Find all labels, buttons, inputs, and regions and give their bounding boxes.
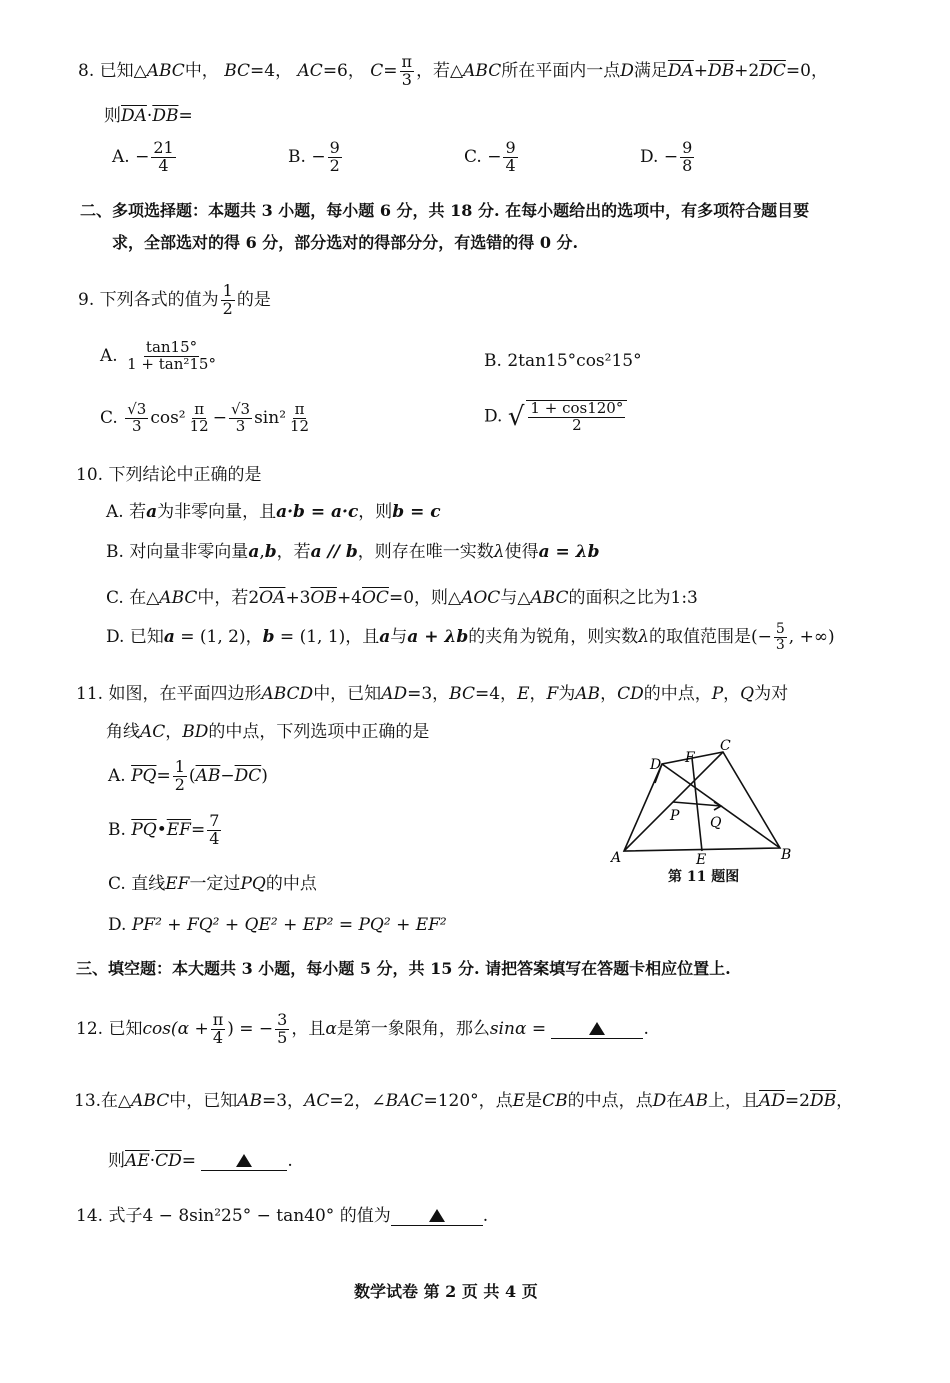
- q8-pi-over-3: [400, 54, 415, 89]
- q13-ab: AB: [237, 1091, 262, 1111]
- q10-vec: a: [379, 627, 391, 647]
- q10-ratio: 1:3: [670, 588, 698, 608]
- q13-cb: CB: [542, 1091, 568, 1111]
- q13-abc: ABC: [131, 1091, 170, 1111]
- q11-value: =4，: [475, 684, 518, 704]
- q10-vec-oa: $\overline{OA}$: [259, 588, 286, 608]
- q10-vec: b: [264, 542, 277, 562]
- q8-abc: ABC: [463, 60, 502, 81]
- option-label: C.: [108, 874, 126, 894]
- q11-text: ，: [723, 684, 741, 704]
- q10-text: 的面积之比为: [568, 588, 671, 608]
- q8-text: 满足: [633, 60, 668, 81]
- q11-text: 为对: [754, 684, 789, 704]
- q8-eq: =: [383, 60, 398, 81]
- q11-text: 如图，在平面四边形: [108, 684, 262, 704]
- q11-ad: AD: [381, 684, 408, 704]
- q13-stem-line1: [74, 1090, 853, 1112]
- q10-text: ,: [259, 542, 265, 562]
- q12-frac-num: 3: [277, 1010, 288, 1029]
- q8-zero-vector: =0: [785, 60, 811, 81]
- q13-text: 在: [666, 1091, 684, 1111]
- q10-text: 下列结论中正确的是: [108, 465, 262, 485]
- option-label: C.: [100, 407, 118, 428]
- q11-ef: EF: [165, 874, 190, 894]
- q13-end: .: [287, 1151, 293, 1171]
- q14-text: 的值为: [339, 1206, 391, 1226]
- q13-ab: AB: [683, 1091, 708, 1111]
- q10-text: ，则存在唯一实数: [357, 542, 494, 562]
- q11-text: 为: [558, 684, 576, 704]
- q8-eq: =: [178, 106, 193, 126]
- q11-vec-ef: $\overline{EF}$: [166, 819, 191, 840]
- q12-eq: ) = −: [227, 1018, 274, 1039]
- q10-expr: a = λb: [538, 542, 600, 562]
- q10-vec: b: [262, 627, 275, 647]
- q10-coef: 2: [248, 588, 260, 608]
- option-label: A.: [112, 146, 130, 167]
- triangle-icon: [236, 1154, 252, 1167]
- q8-text: 则: [104, 106, 121, 126]
- q13-text: 点: [495, 1091, 513, 1111]
- q13-text: 上，且: [708, 1091, 759, 1111]
- q9-number: 9.: [78, 289, 95, 310]
- q12-number: 12.: [76, 1018, 104, 1039]
- q10-interval: , +∞): [788, 627, 835, 647]
- q9-c-root3: √3: [230, 400, 251, 418]
- q14-text: 式子: [108, 1206, 143, 1226]
- q10-interval: (−: [750, 627, 772, 647]
- q12-end: .: [643, 1018, 649, 1039]
- section2-heading-line1: 二、多项选择题：本题共 3 小题，每小题 6 分，共 18 分. 在每小题给出的选项中，有多项符合题目要: [80, 201, 810, 220]
- q13-eq: =2: [784, 1091, 810, 1111]
- q13-number: 13.: [74, 1091, 102, 1111]
- q14-end: .: [482, 1206, 489, 1226]
- q9-d-num: 1 + cos120°: [530, 399, 624, 417]
- q11-option-a: [108, 759, 268, 794]
- q10-stem: [76, 464, 261, 486]
- q11-e: E: [517, 684, 530, 704]
- option-num: 9: [329, 138, 340, 157]
- q9-option-d: [484, 400, 629, 434]
- q11-text: ，: [165, 722, 183, 742]
- q10-abc: ABC: [530, 588, 569, 608]
- q13-value: =3，: [262, 1091, 305, 1111]
- option-label: B.: [108, 819, 126, 840]
- q12-text: 是第一象限角，那么: [336, 1018, 490, 1039]
- q8-text: ，若△: [416, 60, 464, 81]
- quadrilateral-abcd: [624, 752, 780, 851]
- q12-alpha: α: [325, 1018, 337, 1039]
- q10-vec-oc: $\overline{OC}$: [362, 588, 389, 608]
- q10-abc: ABC: [159, 588, 198, 608]
- option-num: 9: [505, 138, 516, 157]
- q13-value: =2，: [329, 1091, 372, 1111]
- q10-frac-num: 5: [775, 621, 785, 638]
- q11-q: Q: [740, 684, 755, 704]
- q9-option-c: [100, 402, 313, 435]
- q9-c-three: 3: [132, 416, 142, 435]
- q11-text: ，: [529, 684, 547, 704]
- q10-frac-den: 3: [775, 637, 785, 653]
- option-label: A.: [108, 765, 126, 786]
- q14-stem: [76, 1205, 488, 1227]
- q8-bc-value: =4，: [250, 60, 293, 81]
- q13-ac: AC: [304, 1091, 330, 1111]
- q8-bc: BC: [224, 60, 251, 81]
- label-b: B: [781, 847, 792, 863]
- q10-coef: +4: [336, 588, 362, 608]
- q9-c-sin: sin²: [254, 407, 287, 428]
- q10-vec: a: [163, 627, 175, 647]
- q11-eq: =: [156, 765, 171, 786]
- q10-text: 与: [390, 627, 408, 647]
- q11-figure-caption: 第 11 题图: [668, 869, 740, 885]
- option-den: 4: [158, 155, 169, 175]
- q10-text: ，则: [358, 502, 393, 522]
- q9-c-three: 3: [235, 416, 246, 435]
- q10-zero: =0: [388, 588, 415, 608]
- q11-text: 角线: [106, 722, 140, 742]
- q13-vec-ad: $\overline{AD}$: [759, 1091, 785, 1111]
- q11-paren: (: [188, 765, 196, 786]
- q9-option-b: [484, 351, 642, 371]
- q12-text: ，且: [291, 1018, 326, 1039]
- q11-ab: AB: [575, 684, 601, 704]
- q8-option-d: [640, 140, 696, 175]
- q10-text: 的取值范围是: [648, 627, 751, 647]
- q9-option-a: [100, 340, 220, 373]
- q10-vec: a: [248, 542, 260, 562]
- q10-expr: a // b: [310, 542, 358, 562]
- q11-vec-ab: $\overline{AB}$: [195, 765, 221, 786]
- q9-c-cos: cos²: [150, 407, 186, 428]
- q14-answer-blank[interactable]: [391, 1207, 483, 1226]
- q8-vec-da: $\overline{DA}$: [121, 106, 147, 126]
- option-label: D.: [108, 915, 127, 935]
- q11-frac-den: 4: [209, 828, 220, 848]
- q9-stem: [78, 283, 271, 318]
- q13-answer-blank[interactable]: [201, 1152, 287, 1171]
- q11-frac-num: 1: [174, 757, 185, 776]
- label-d: D: [650, 757, 662, 773]
- q9-b-expr: 2tan15°cos²15°: [507, 351, 642, 371]
- q11-frac-den: 2: [174, 774, 185, 794]
- q13-text: 在△: [101, 1091, 132, 1111]
- q13-text: 是: [525, 1091, 543, 1111]
- q8-number: 8.: [78, 60, 95, 81]
- q10-text: 且: [362, 627, 380, 647]
- q9-half-den: 2: [222, 298, 233, 318]
- q8-option-c: [464, 140, 520, 175]
- q8-ac-value: =6，: [322, 60, 365, 81]
- label-c: C: [720, 738, 731, 754]
- q11-option-b: [108, 813, 223, 848]
- label-a: A: [611, 850, 622, 866]
- label-q: Q: [710, 815, 722, 831]
- q11-option-c: [108, 873, 317, 895]
- q11-abcd: ABCD: [261, 684, 314, 704]
- q10-text: 若: [129, 502, 147, 522]
- section3-heading: 三、填空题：本大题共 3 小题，每小题 5 分，共 15 分. 请把答案填写在答题卡相应位置上.: [76, 959, 731, 978]
- label-f: F: [685, 750, 695, 766]
- q11-stem-line2: [106, 721, 429, 743]
- option-label: D.: [484, 406, 503, 427]
- q10-text: 与△: [500, 588, 531, 608]
- q10-text: 已知: [129, 627, 164, 647]
- q10-text: 的夹角为锐角，则实数: [468, 627, 639, 647]
- option-den: 4: [505, 155, 516, 175]
- q8-plus: +: [693, 60, 709, 81]
- q13-vec-db: $\overline{DB}$: [809, 1091, 837, 1111]
- q12-pi: π: [212, 1010, 224, 1029]
- q12-text: 已知: [108, 1018, 143, 1039]
- q8-c: C: [370, 60, 384, 81]
- q10-option-b: [106, 541, 599, 563]
- q9-c-root3: √3: [127, 400, 147, 418]
- q11-vec-pq: $\overline{PQ}$: [131, 765, 157, 786]
- q13-e: E: [512, 1091, 526, 1111]
- q11-vec-dc: $\overline{DC}$: [234, 765, 262, 786]
- q10-option-d: [106, 622, 835, 653]
- q8-option-a: [112, 140, 178, 175]
- q11-number: 11.: [76, 684, 104, 704]
- q10-option-a: [106, 501, 441, 523]
- q12-frac-den: 5: [277, 1027, 288, 1047]
- q10-text: 中，若: [197, 588, 249, 608]
- q11-cd: CD: [617, 684, 644, 704]
- option-label: B.: [106, 542, 124, 562]
- q11-text: ，: [600, 684, 618, 704]
- label-e: E: [696, 852, 707, 868]
- q10-aoc: AOC: [461, 588, 501, 608]
- q13-text: ，: [836, 1091, 854, 1111]
- q11-value: =3，: [407, 684, 450, 704]
- q8-plus2: +2: [734, 60, 760, 81]
- q11-minus: −: [220, 765, 235, 786]
- q12-answer-blank[interactable]: [551, 1020, 643, 1039]
- q12-cos: cos(α +: [142, 1018, 209, 1039]
- q11-pq: PQ: [240, 874, 266, 894]
- q12-stem: [76, 1012, 649, 1047]
- q10-number: 10.: [76, 465, 104, 485]
- q13-text: 中，已知: [169, 1091, 238, 1111]
- q13-d: D: [652, 1091, 667, 1111]
- q8-dot: ·: [146, 106, 153, 126]
- q11-eq: =: [190, 819, 206, 840]
- q10-vec-ob: $\overline{OB}$: [310, 588, 337, 608]
- option-den: 2: [329, 155, 340, 175]
- q13-value: =120°，: [423, 1091, 496, 1111]
- q10-value: = (1, 2)，: [174, 627, 263, 647]
- q10-text: 为非零向量，且: [157, 502, 277, 522]
- q10-vec: a: [146, 502, 158, 522]
- q11-stem-line1: [76, 683, 788, 705]
- q9-c-pi: π: [294, 400, 305, 418]
- option-sign: −: [311, 146, 326, 167]
- q14-number: 14.: [76, 1206, 104, 1226]
- q13-eq: =: [181, 1151, 196, 1171]
- radical-icon: √: [507, 401, 525, 432]
- q13-text: 则: [108, 1151, 125, 1171]
- q9-c-twelve: 12: [290, 416, 310, 435]
- q11-dot: •: [156, 819, 167, 840]
- q11-ac: AC: [140, 722, 166, 742]
- q10-option-c: [106, 587, 698, 609]
- q11-p: P: [711, 684, 724, 704]
- q8-option-b: [288, 140, 344, 175]
- q9-a-num: tan15°: [145, 338, 198, 356]
- q11-bc: BC: [449, 684, 475, 704]
- q12-four: 4: [212, 1027, 224, 1047]
- option-sign: −: [135, 146, 150, 167]
- q8-three: 3: [401, 69, 412, 89]
- section2-heading-line2: 求，全部选对的得 6 分，部分选对的得部分分，有选错的得 0 分.: [112, 233, 579, 252]
- option-num: 9: [682, 138, 693, 157]
- q9-c-twelve: 12: [189, 416, 209, 435]
- q9-text: 的是: [236, 289, 271, 310]
- q8-d: D: [620, 60, 634, 81]
- q10-text: ，若: [276, 542, 311, 562]
- q13-vec-ae: $\overline{AE}$: [125, 1151, 150, 1171]
- q13-stem-line2: [108, 1150, 293, 1172]
- triangle-icon: [429, 1209, 445, 1222]
- q14-expr: 4 − 8sin²25° − tan40°: [142, 1206, 335, 1226]
- q11-option-d: [108, 914, 447, 936]
- q9-c-minus: −: [212, 407, 227, 428]
- q8-text: 所在平面内一点: [501, 60, 621, 81]
- q11-bd: BD: [182, 722, 209, 742]
- q8-text: 已知△: [99, 60, 147, 81]
- q10-expr: b = c: [392, 502, 441, 522]
- q8-stem-line2: [104, 105, 193, 127]
- q10-text: 使得: [504, 542, 539, 562]
- page-footer: 数学试卷 第 2 页 共 4 页: [354, 1282, 538, 1301]
- option-label: B.: [484, 351, 502, 371]
- q9-text: 下列各式的值为: [99, 289, 219, 310]
- q8-pi: π: [401, 52, 413, 71]
- q11-text: 的中点，下列选项中正确的是: [208, 722, 430, 742]
- option-label: C.: [464, 146, 482, 167]
- q10-text: ，则△: [414, 588, 462, 608]
- q11-f: F: [546, 684, 559, 704]
- q11-text: 一定过: [189, 874, 241, 894]
- option-num: 21: [153, 138, 174, 157]
- q11-vec-pq: $\overline{PQ}$: [131, 819, 157, 840]
- q8-text: 中，: [184, 60, 219, 81]
- label-p: P: [670, 808, 680, 824]
- q11-d-expr: PF² + FQ² + QE² + EP² = PQ² + EF²: [131, 915, 447, 935]
- q10-text: 在△: [129, 588, 160, 608]
- option-label: C.: [106, 588, 124, 608]
- q12-sin: sinα =: [489, 1018, 547, 1039]
- option-sign: −: [663, 146, 679, 167]
- q11-text: 中，已知: [313, 684, 382, 704]
- option-sign: −: [487, 146, 502, 167]
- q13-dot: ·: [149, 1151, 156, 1171]
- q8-vec-db: $\overline{DB}$: [708, 60, 735, 81]
- q8-vec-dc: $\overline{DC}$: [759, 60, 786, 81]
- q9-half-num: 1: [222, 281, 233, 300]
- q8-vec-db: $\overline{DB}$: [152, 106, 179, 126]
- q13-angle: ∠BAC: [371, 1091, 424, 1111]
- q11-text: 的中点，: [643, 684, 712, 704]
- q8-text: ，: [810, 60, 828, 81]
- q13-vec-cd: $\overline{CD}$: [155, 1151, 182, 1171]
- q10-value: = (1, 1)，: [274, 627, 363, 647]
- q10-text: 对向量非零向量: [129, 542, 249, 562]
- option-den: 8: [682, 155, 693, 175]
- q10-lambda: λ: [638, 627, 649, 647]
- q10-expr: a + λb: [407, 627, 469, 647]
- q8-abc: ABC: [146, 60, 185, 81]
- option-label: A.: [106, 502, 124, 522]
- q11-text: 直线: [131, 874, 166, 894]
- q9-a-den: 1 + tan²15°: [127, 354, 216, 373]
- q8-vec-da: $\overline{DA}$: [667, 60, 694, 81]
- q10-expr: a·b = a·c: [276, 502, 359, 522]
- q8-stem-line1: [78, 54, 828, 89]
- q9-d-den: 2: [572, 415, 582, 434]
- option-label: B.: [288, 146, 306, 167]
- q11-paren: ): [261, 765, 268, 786]
- q13-text: 的中点，点: [567, 1091, 653, 1111]
- q10-lambda: λ: [493, 542, 505, 562]
- q10-coef: +3: [285, 588, 311, 608]
- q9-c-pi: π: [194, 400, 205, 418]
- q8-ac: AC: [297, 60, 323, 81]
- option-label: D.: [106, 627, 125, 647]
- option-label: D.: [640, 146, 659, 167]
- triangle-icon: [589, 1022, 605, 1035]
- option-label: A.: [100, 345, 118, 366]
- q11-text: 的中点: [265, 874, 317, 894]
- q11-frac-num: 7: [209, 811, 220, 830]
